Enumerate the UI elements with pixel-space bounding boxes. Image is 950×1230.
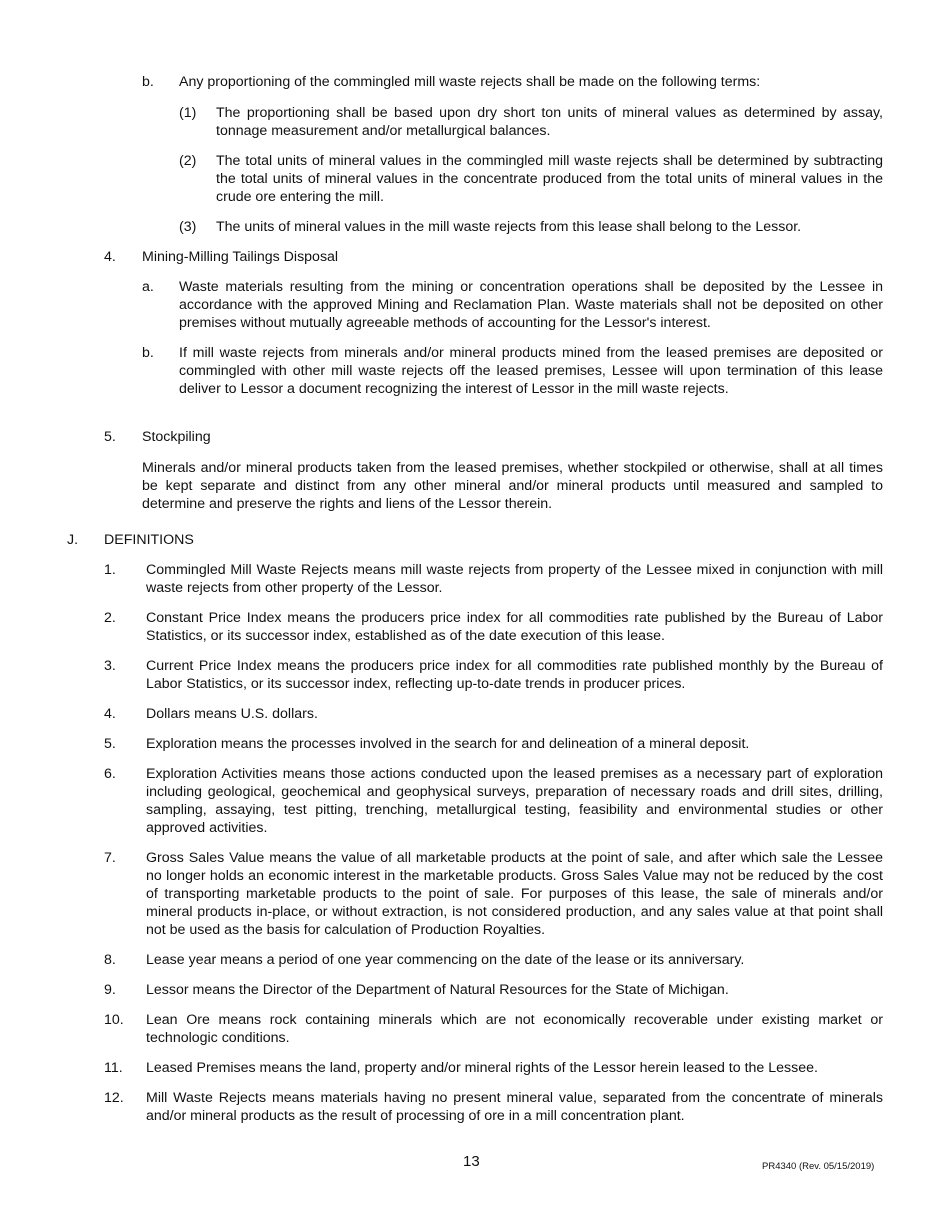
definition-text: Dollars means U.S. dollars.	[146, 706, 318, 722]
definition-text: Commingled Mill Waste Rejects means mill waste rejects from property of the Lessee mixed in conjunction with mill waste rejects from other property of the Lessor.	[146, 562, 883, 596]
item-5-title: Stockpiling	[142, 429, 211, 445]
item-4-label: 4.	[104, 249, 116, 265]
definition-label: 9.	[104, 982, 116, 998]
sub-1-label: (1)	[179, 105, 197, 121]
definition-text: Exploration Activities means those actions conducted upon the leased premises as a necessary part of exploration including geological, geochemical and geophysical surveys, preparation of necessary roads and drill sites, drilling, sampling, assaying, test pitting, trenching, metallurgical testing, feasibility and environmental studies or other approved activities.	[146, 766, 883, 836]
form-revision: PR4340 (Rev. 05/15/2019)	[762, 1161, 875, 1172]
definition-label: 7.	[104, 850, 116, 866]
section-j-label: J.	[67, 532, 79, 548]
definition-text: Gross Sales Value means the value of all marketable products at the point of sale, and after which sale the Lessee no longer holds an economic interest in the marketable products. Gross Sales Value may not be reduced by the cost of transporting marketable products to the point of sale. For purposes of this lease, the sale of minerals and/or mineral products in-place, or without extraction, is not considered production, and any sales value at that point shall not be used as the basis for calculation of Production Royalties.	[146, 850, 883, 938]
definition-label: 2.	[104, 610, 116, 626]
sub-2-text: The total units of mineral values in the commingled mill waste rejects shall be determined by subtracting the total units of mineral values in the concentrate produced from the total units of mineral values in the crude ore entering the mill.	[216, 153, 883, 205]
item-5-text: Minerals and/or mineral products taken from the leased premises, whether stockpiled or otherwise, shall at all times be kept separate and distinct from any other mineral and/or mineral products until measured and sampled to determine and preserve the rights and liens of the Lessor therein.	[142, 460, 883, 512]
item-4b-label: b.	[142, 345, 154, 361]
definition-label: 10.	[104, 1012, 124, 1028]
definition-label: 5.	[104, 736, 116, 752]
page-number: 13	[463, 1153, 480, 1170]
definition-text: Lean Ore means rock containing minerals which are not economically recoverable under existing market or technologic conditions.	[146, 1012, 883, 1046]
sub-2-label: (2)	[179, 153, 197, 169]
definition-text: Lessor means the Director of the Department of Natural Resources for the State of Michigan.	[146, 982, 729, 998]
definition-text: Current Price Index means the producers price index for all commodities rate published monthly by the Bureau of Labor Statistics, or its successor index, reflecting up-to-date trends in producer prices.	[146, 658, 883, 692]
sub-3-text: The units of mineral values in the mill waste rejects from this lease shall belong to the Lessor.	[216, 219, 802, 235]
definition-text: Lease year means a period of one year commencing on the date of the lease or its anniversary.	[146, 952, 745, 968]
definition-label: 6.	[104, 766, 116, 782]
sub-3-label: (3)	[179, 219, 197, 235]
definition-label: 8.	[104, 952, 116, 968]
definition-text: Leased Premises means the land, property and/or mineral rights of the Lessor herein leased to the Lessee.	[146, 1060, 818, 1076]
item-3b-text: Any proportioning of the commingled mill waste rejects shall be made on the following terms:	[179, 74, 761, 90]
definition-text: Mill Waste Rejects means materials having no present mineral value, separated from the concentrate of minerals and/or mineral products as the result of processing of ore in a mill concentration plant.	[146, 1090, 883, 1124]
definition-label: 12.	[104, 1090, 124, 1106]
definition-label: 1.	[104, 562, 116, 578]
definition-label: 3.	[104, 658, 116, 674]
sub-1-text: The proportioning shall be based upon dry short ton units of mineral values as determined by assay, tonnage measurement and/or metallurgical balances.	[216, 105, 883, 139]
item-4a-label: a.	[142, 279, 154, 295]
definition-text: Constant Price Index means the producers price index for all commodities rate published by the Bureau of Labor Statistics, or its successor index, established as of the date execution of this lease.	[146, 610, 883, 644]
definition-label: 11.	[104, 1060, 123, 1076]
definition-label: 4.	[104, 706, 116, 722]
item-4-title: Mining-Milling Tailings Disposal	[142, 249, 339, 265]
section-j-title: DEFINITIONS	[104, 532, 194, 548]
definition-text: Exploration means the processes involved in the search for and delineation of a mineral deposit.	[146, 736, 750, 752]
item-3b-label: b.	[142, 74, 154, 90]
item-4b-text: If mill waste rejects from minerals and/or mineral products mined from the leased premises are deposited or commingled with other mill waste rejects off the leased premises, Lessee will upon termination of this lease deliver to Lessor a document recognizing the interest of Lessor in the mill waste rejects.	[179, 345, 883, 397]
item-5-label: 5.	[104, 429, 116, 445]
item-4a-text: Waste materials resulting from the mining or concentration operations shall be deposited by the Lessee in accordance with the approved Mining and Reclamation Plan. Waste materials shall not be deposited on other premises without mutually agreeable methods of accounting for the Lessor's interest.	[179, 279, 883, 331]
